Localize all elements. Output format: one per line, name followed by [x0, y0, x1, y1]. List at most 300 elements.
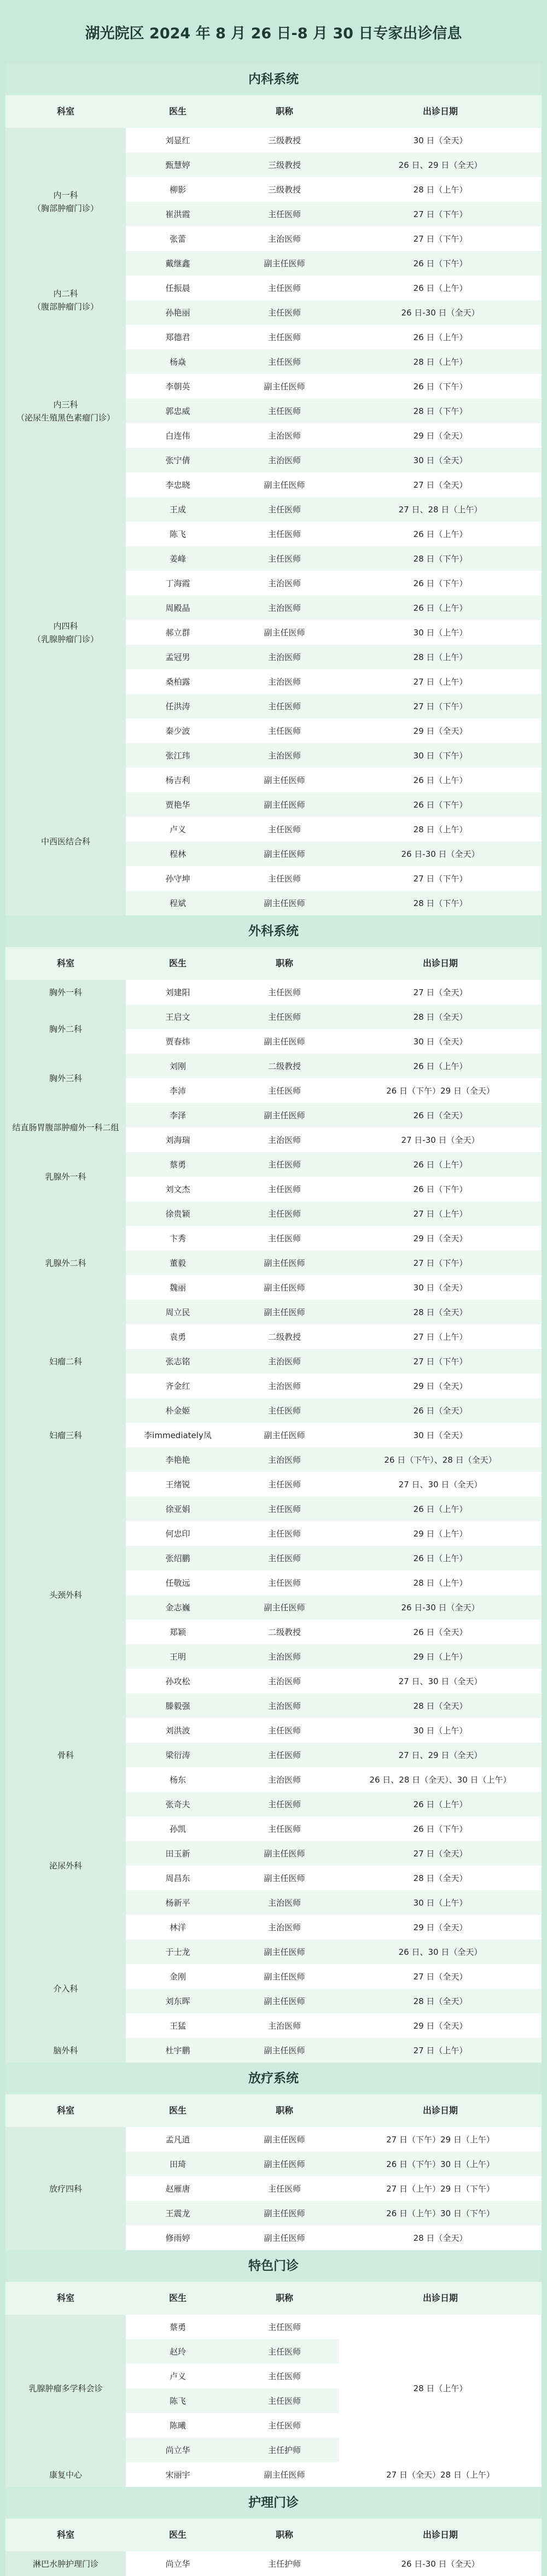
- table-row: [5, 2038, 542, 2063]
- clinic-date: 27 日（下午）: [339, 866, 542, 891]
- clinic-date: 26 日（下午）、28 日（全天）: [339, 1447, 542, 1472]
- doctor-name: 任振晨: [126, 276, 230, 300]
- doctor-title: 主治医师: [230, 2013, 339, 2038]
- doctor-name: 杜宇鹏: [126, 2038, 230, 2063]
- doctor-title: 主任医师: [230, 300, 339, 325]
- doctor-title: 副主任医师: [230, 1841, 339, 1866]
- doctor-name: 袁勇: [126, 1324, 230, 1349]
- doctor-title: 副主任医师: [230, 1251, 339, 1275]
- doctor-title: 主治医师: [230, 1644, 339, 1669]
- doctor-title: 主任医师: [230, 1078, 339, 1103]
- doctor-title: 副主任医师: [230, 842, 339, 866]
- doctor-name: 王绪锐: [126, 1472, 230, 1497]
- column-header: 科室: [5, 2282, 126, 2315]
- schedule-table: [5, 947, 542, 2063]
- doctor-name: 周殿晶: [126, 595, 230, 620]
- table-row: [5, 497, 542, 522]
- page-title: 湖光院区 2024 年 8 月 26 日-8 月 30 日专家出诊信息: [85, 25, 462, 42]
- doctor-name: 齐金红: [126, 1374, 230, 1398]
- table-row: [5, 1152, 542, 1177]
- section-title: 外科系统: [5, 915, 542, 947]
- doctor-name: 朴金姬: [126, 1398, 230, 1423]
- doctor-title: 副主任医师: [230, 2462, 339, 2487]
- doctor-title: 主治医师: [230, 423, 339, 448]
- doctor-name: 卢义: [126, 2364, 230, 2388]
- doctor-title: 主治医师: [230, 1669, 339, 1693]
- clinic-date: 26 日（上午）: [339, 1152, 542, 1177]
- doctor-name: 崔洪霞: [126, 202, 230, 226]
- doctor-title: 主任医师: [230, 325, 339, 349]
- doctor-name: 任敬远: [126, 1570, 230, 1595]
- doctor-name: 张奇夫: [126, 1792, 230, 1816]
- doctor-name: 金志巍: [126, 1595, 230, 1620]
- doctor-title: 主任医师: [230, 1816, 339, 1841]
- clinic-date: 26 日、28 日（全天）、30 日（上午）: [339, 1767, 542, 1792]
- clinic-date: 26 日（上午）: [339, 1546, 542, 1570]
- doctor-name: 张宁倩: [126, 448, 230, 472]
- clinic-date: 27 日（上午）: [339, 1201, 542, 1226]
- clinic-date: 28 日（全天）: [339, 1300, 542, 1324]
- clinic-date: 27 日（下午）: [339, 226, 542, 251]
- column-header: 医生: [126, 2094, 230, 2127]
- table-row: [5, 1792, 542, 1816]
- doctor-name: 张蕾: [126, 226, 230, 251]
- column-header: 职称: [230, 947, 339, 980]
- column-header: 出诊日期: [339, 95, 542, 128]
- table-row: [5, 1054, 542, 1078]
- doctor-name: 李朝英: [126, 374, 230, 399]
- clinic-date: 30 日（上午）: [339, 620, 542, 645]
- department-cell: 康复中心: [5, 2462, 126, 2487]
- doctor-title: 主任医师: [230, 349, 339, 374]
- clinic-date: 26 日（全天）: [339, 1398, 542, 1423]
- section-title: 放疗系统: [5, 2063, 542, 2094]
- clinic-date: 26 日（上午）: [339, 325, 542, 349]
- doctor-title: 主任医师: [230, 817, 339, 842]
- department-cell: 结直肠胃腹部肿瘤外一科二组: [5, 1103, 126, 1152]
- clinic-date: 28 日（全天）: [339, 1989, 542, 2013]
- clinic-date: 28 日（上午）: [339, 645, 542, 669]
- header-row: [5, 947, 542, 980]
- department-cell: 内三科 （泌尿生殖黑色素瘤门诊）: [5, 325, 126, 497]
- schedule-table: [5, 2094, 542, 2250]
- doctor-name: 任洪涛: [126, 694, 230, 719]
- header-row: [5, 95, 542, 128]
- doctor-title: 主任医师: [230, 2413, 339, 2438]
- doctor-name: 魏丽: [126, 1275, 230, 1300]
- doctor-name: 王明: [126, 1644, 230, 1669]
- doctor-title: 主任医师: [230, 1226, 339, 1251]
- column-header: 医生: [126, 2519, 230, 2551]
- doctor-name: 李沛: [126, 1078, 230, 1103]
- doctor-name: 张绍鹏: [126, 1546, 230, 1570]
- column-header: 科室: [5, 2519, 126, 2551]
- clinic-date: 26 日（上午）: [339, 1497, 542, 1521]
- doctor-title: 副主任医师: [230, 1964, 339, 1989]
- doctor-title: 副主任医师: [230, 1029, 339, 1054]
- clinic-date: 26 日（下午）30 日（上午）: [339, 2152, 542, 2176]
- column-header: 出诊日期: [339, 947, 542, 980]
- clinic-date: 30 日（上午）: [339, 1718, 542, 1743]
- department-cell: 妇瘤二科: [5, 1324, 126, 1398]
- clinic-date: 28 日（下午）: [339, 891, 542, 915]
- doctor-title: 主治医师: [230, 571, 339, 595]
- doctor-title: 主治医师: [230, 645, 339, 669]
- doctor-title: 主任医师: [230, 719, 339, 743]
- doctor-name: 贾春炜: [126, 1029, 230, 1054]
- doctor-name: 蔡勇: [126, 1152, 230, 1177]
- doctor-name: 柳影: [126, 177, 230, 202]
- clinic-date: 26 日（下午）: [339, 792, 542, 817]
- clinic-date: 28 日（上午）: [339, 817, 542, 842]
- doctor-title: 主任医师: [230, 2176, 339, 2201]
- doctor-title: 副主任医师: [230, 2127, 339, 2152]
- doctor-name: 郑德君: [126, 325, 230, 349]
- department-cell: 乳腺外二科: [5, 1201, 126, 1324]
- table-row: [5, 2462, 542, 2487]
- doctor-name: 杨新平: [126, 1890, 230, 1915]
- department-cell: 内二科 （腹部肿瘤门诊）: [5, 276, 126, 325]
- table-row: [5, 128, 542, 153]
- doctor-title: 副主任医师: [230, 2201, 339, 2225]
- doctor-name: 赵雁唐: [126, 2176, 230, 2201]
- clinic-date: 27 日、30 日（全天）: [339, 1472, 542, 1497]
- clinic-date: 30 日（下午）: [339, 743, 542, 768]
- doctor-title: 主任医师: [230, 2339, 339, 2364]
- clinic-date: 30 日（全天）: [339, 1029, 542, 1054]
- doctor-name: 陈飞: [126, 2388, 230, 2413]
- doctor-title: 主任医师: [230, 399, 339, 423]
- department-cell: 胸外二科: [5, 1004, 126, 1054]
- doctor-name: 宋丽宇: [126, 2462, 230, 2487]
- clinic-date: 29 日（全天）: [339, 423, 542, 448]
- column-header: 出诊日期: [339, 2282, 542, 2315]
- doctor-title: 主治医师: [230, 1447, 339, 1472]
- doctor-name: 王猛: [126, 2013, 230, 2038]
- doctor-title: 主治医师: [230, 1128, 339, 1152]
- section-title: 护理门诊: [5, 2487, 542, 2519]
- clinic-date: 27 日-30 日（全天）: [339, 1128, 542, 1152]
- doctor-name: 丁海霞: [126, 571, 230, 595]
- table-row: [5, 980, 542, 1004]
- doctor-name: 郝立群: [126, 620, 230, 645]
- table-row: [5, 1718, 542, 1743]
- clinic-date: 26 日-30 日（全天）: [339, 842, 542, 866]
- doctor-name: 张志铭: [126, 1349, 230, 1374]
- column-header: 出诊日期: [339, 2094, 542, 2127]
- doctor-name: 董毅: [126, 1251, 230, 1275]
- doctor-name: 孙守坤: [126, 866, 230, 891]
- doctor-name: 孟凡逍: [126, 2127, 230, 2152]
- section-title: 特色门诊: [5, 2250, 542, 2282]
- doctor-title: 主任医师: [230, 1398, 339, 1423]
- clinic-date: 26 日（全天）: [339, 1103, 542, 1128]
- doctor-title: 主治医师: [230, 743, 339, 768]
- doctor-title: 三级教授: [230, 128, 339, 153]
- clinic-date: 26 日-30 日（全天）: [339, 300, 542, 325]
- clinic-date: 26 日（上午）: [339, 768, 542, 792]
- schedule-card: [5, 63, 542, 2576]
- clinic-date: 27 日（下午）: [339, 1349, 542, 1374]
- column-header: 职称: [230, 2519, 339, 2551]
- clinic-date: 27 日、28 日（上午）: [339, 497, 542, 522]
- doctor-name: 田玉新: [126, 1841, 230, 1866]
- doctor-title: 主任医师: [230, 1201, 339, 1226]
- doctor-name: 李immediately凤: [126, 1423, 230, 1447]
- doctor-name: 王震龙: [126, 2201, 230, 2225]
- column-header: 科室: [5, 95, 126, 128]
- doctor-name: 杨焱: [126, 349, 230, 374]
- table-row: [5, 1472, 542, 1497]
- doctor-title: 副主任医师: [230, 891, 339, 915]
- doctor-name: 刘东晖: [126, 1989, 230, 2013]
- clinic-date: 29 日（全天）: [339, 2013, 542, 2038]
- column-header: 医生: [126, 2282, 230, 2315]
- clinic-date: 27 日（全天）: [339, 1964, 542, 1989]
- clinic-date: 28 日（全天）: [339, 2225, 542, 2250]
- clinic-date: 28 日（全天）: [339, 1693, 542, 1718]
- clinic-date: 27 日（上午）: [339, 2038, 542, 2063]
- table-row: [5, 2551, 542, 2576]
- header-row: [5, 2094, 542, 2127]
- doctor-name: 秦少波: [126, 719, 230, 743]
- doctor-title: 主治医师: [230, 1890, 339, 1915]
- clinic-date: 30 日（全天）: [339, 128, 542, 153]
- clinic-date: 26 日（下午）: [339, 1177, 542, 1201]
- clinic-date: 29 日（上午）: [339, 1644, 542, 1669]
- department-cell: 乳腺肿瘤多学科会诊: [5, 2315, 126, 2462]
- department-cell: 乳腺外一科: [5, 1152, 126, 1201]
- doctor-name: 金刚: [126, 1964, 230, 1989]
- schedule-table: [5, 2282, 542, 2487]
- doctor-title: 主任医师: [230, 522, 339, 546]
- clinic-date: 28 日（上午）: [339, 177, 542, 202]
- doctor-title: 主治医师: [230, 1693, 339, 1718]
- clinic-date: 26 日（上午）: [339, 1054, 542, 1078]
- doctor-name: 孟冠男: [126, 645, 230, 669]
- doctor-title: 主治医师: [230, 448, 339, 472]
- clinic-date: 28 日（上午）: [339, 1570, 542, 1595]
- doctor-name: 刘建阳: [126, 980, 230, 1004]
- doctor-name: 刘刚: [126, 1054, 230, 1078]
- doctor-name: 桑柏露: [126, 669, 230, 694]
- doctor-name: 白连伟: [126, 423, 230, 448]
- clinic-date: 27 日、29 日（全天）: [339, 1743, 542, 1767]
- doctor-name: 郑颖: [126, 1620, 230, 1644]
- clinic-date: 26 日（下午）: [339, 251, 542, 276]
- header-row: [5, 2519, 542, 2551]
- doctor-title: 主任医师: [230, 2364, 339, 2388]
- doctor-name: 何忠印: [126, 1521, 230, 1546]
- doctor-title: 主任医师: [230, 866, 339, 891]
- clinic-date: 30 日（全天）: [339, 448, 542, 472]
- doctor-name: 刘洪波: [126, 1718, 230, 1743]
- doctor-title: 副主任医师: [230, 1940, 339, 1964]
- doctor-title: 主治医师: [230, 1915, 339, 1940]
- clinic-date: 27 日（全天）: [339, 472, 542, 497]
- table-row: [5, 276, 542, 300]
- doctor-name: 杨吉利: [126, 768, 230, 792]
- table-row: [5, 1201, 542, 1226]
- doctor-title: 主任医师: [230, 1521, 339, 1546]
- doctor-title: 副主任医师: [230, 2038, 339, 2063]
- doctor-title: 主治医师: [230, 1349, 339, 1374]
- clinic-date: 28 日（上午）: [339, 349, 542, 374]
- doctor-title: 三级教授: [230, 177, 339, 202]
- doctor-name: 杨东: [126, 1767, 230, 1792]
- clinic-date: 30 日（全天）: [339, 1423, 542, 1447]
- schedule-table: [5, 2519, 542, 2576]
- doctor-title: 主任医师: [230, 1472, 339, 1497]
- doctor-name: 李艳艳: [126, 1447, 230, 1472]
- doctor-name: 尚立华: [126, 2551, 230, 2576]
- clinic-date: 26 日、30 日（全天）: [339, 1940, 542, 1964]
- department-cell: 淋巴水肿护理门诊: [5, 2551, 126, 2576]
- doctor-title: 副主任医师: [230, 1423, 339, 1447]
- doctor-title: 副主任医师: [230, 792, 339, 817]
- department-cell: 内一科 （胸部肿瘤门诊）: [5, 128, 126, 276]
- doctor-title: 主任医师: [230, 2315, 339, 2339]
- doctor-title: 主任医师: [230, 546, 339, 571]
- doctor-title: 三级教授: [230, 153, 339, 177]
- doctor-name: 王启文: [126, 1004, 230, 1029]
- doctor-title: 主治医师: [230, 1374, 339, 1398]
- column-header: 医生: [126, 95, 230, 128]
- doctor-title: 副主任医师: [230, 374, 339, 399]
- clinic-date: 27 日（全天）: [339, 1841, 542, 1866]
- clinic-date: 26 日（上午）30 日（下午）: [339, 2201, 542, 2225]
- clinic-date: 26 日-30 日（全天）: [339, 1595, 542, 1620]
- doctor-title: 主治医师: [230, 595, 339, 620]
- doctor-name: 张江玮: [126, 743, 230, 768]
- doctor-name: 程斌: [126, 891, 230, 915]
- doctor-name: 周昌东: [126, 1866, 230, 1890]
- doctor-name: 王成: [126, 497, 230, 522]
- table-row: [5, 1398, 542, 1423]
- doctor-title: 主任医师: [230, 202, 339, 226]
- doctor-name: 修雨婷: [126, 2225, 230, 2250]
- doctor-name: 刘显红: [126, 128, 230, 153]
- doctor-name: 陈飞: [126, 522, 230, 546]
- clinic-date: 28 日（下午）: [339, 546, 542, 571]
- clinic-date: 28 日（全天）: [339, 1004, 542, 1029]
- doctor-title: 主任护师: [230, 2438, 339, 2462]
- doctor-name: 刘文杰: [126, 1177, 230, 1201]
- clinic-date: 27 日（上午）: [339, 1324, 542, 1349]
- doctor-name: 梁衍涛: [126, 1743, 230, 1767]
- doctor-title: 主任医师: [230, 980, 339, 1004]
- column-header: 出诊日期: [339, 2519, 542, 2551]
- doctor-name: 蔡勇: [126, 2315, 230, 2339]
- department-cell: 介入科: [5, 1940, 126, 2038]
- department-cell: 胸外一科: [5, 980, 126, 1004]
- doctor-name: 姜峰: [126, 546, 230, 571]
- doctor-title: 主任医师: [230, 497, 339, 522]
- department-cell: 放疗四科: [5, 2127, 126, 2250]
- clinic-date: 29 日（全天）: [339, 1226, 542, 1251]
- doctor-name: 甄慧婷: [126, 153, 230, 177]
- table-row: [5, 768, 542, 792]
- department-cell: 骨科: [5, 1718, 126, 1792]
- doctor-title: 主治医师: [230, 226, 339, 251]
- department-cell: 泌尿外科: [5, 1792, 126, 1940]
- doctor-title: 副主任医师: [230, 1103, 339, 1128]
- doctor-title: 主任医师: [230, 1743, 339, 1767]
- table-row: [5, 325, 542, 349]
- clinic-date: 28 日（全天）: [339, 1866, 542, 1890]
- doctor-title: 副主任医师: [230, 251, 339, 276]
- clinic-date: 30 日（全天）: [339, 1275, 542, 1300]
- doctor-name: 卞秀: [126, 1226, 230, 1251]
- clinic-date: 27 日（全天）28 日（上午）: [339, 2462, 542, 2487]
- doctor-name: 郭忠威: [126, 399, 230, 423]
- department-cell: 脑外科: [5, 2038, 126, 2063]
- table-row: [5, 1103, 542, 1128]
- doctor-name: 田琦: [126, 2152, 230, 2176]
- doctor-title: 副主任医师: [230, 620, 339, 645]
- clinic-date: 26 日（上午）: [339, 1792, 542, 1816]
- column-header: 科室: [5, 2094, 126, 2127]
- doctor-title: 主任医师: [230, 1152, 339, 1177]
- doctor-title: 主任医师: [230, 1792, 339, 1816]
- doctor-name: 戴继鑫: [126, 251, 230, 276]
- department-cell: 胸外三科: [5, 1054, 126, 1103]
- doctor-title: 二级教授: [230, 1054, 339, 1078]
- doctor-title: 主任医师: [230, 1177, 339, 1201]
- table-row: [5, 1324, 542, 1349]
- clinic-date: 26 日（下午）: [339, 374, 542, 399]
- doctor-title: 主任医师: [230, 1718, 339, 1743]
- doctor-title: 副主任医师: [230, 1989, 339, 2013]
- column-header: 职称: [230, 95, 339, 128]
- doctor-name: 孙艳丽: [126, 300, 230, 325]
- doctor-name: 陈曦: [126, 2413, 230, 2438]
- doctor-title: 主任护师: [230, 2551, 339, 2576]
- doctor-name: 滕毅强: [126, 1693, 230, 1718]
- clinic-date: 27 日（下午）: [339, 1251, 542, 1275]
- column-header: 医生: [126, 947, 230, 980]
- doctor-title: 副主任医师: [230, 1595, 339, 1620]
- doctor-title: 主任医师: [230, 1546, 339, 1570]
- clinic-date: 28 日（上午）: [339, 2315, 542, 2462]
- doctor-title: 主任医师: [230, 1570, 339, 1595]
- clinic-date: 26 日（下午）29 日（全天）: [339, 1078, 542, 1103]
- doctor-name: 徐贵颖: [126, 1201, 230, 1226]
- clinic-date: 28 日（下午）: [339, 399, 542, 423]
- doctor-title: 副主任医师: [230, 768, 339, 792]
- clinic-date: 27 日（全天）: [339, 980, 542, 1004]
- doctor-title: 主治医师: [230, 1767, 339, 1792]
- department-cell: 妇瘤三科: [5, 1398, 126, 1472]
- column-header: 科室: [5, 947, 126, 980]
- doctor-name: 周立民: [126, 1300, 230, 1324]
- clinic-date: 26 日（全天）: [339, 1620, 542, 1644]
- table-row: [5, 1940, 542, 1964]
- doctor-name: 贾艳华: [126, 792, 230, 817]
- doctor-title: 主任医师: [230, 694, 339, 719]
- doctor-title: 副主任医师: [230, 2152, 339, 2176]
- doctor-name: 孙凯: [126, 1816, 230, 1841]
- department-cell: 头颈外科: [5, 1472, 126, 1718]
- doctor-name: 尚立华: [126, 2438, 230, 2462]
- clinic-date: 29 日（上午）: [339, 1521, 542, 1546]
- doctor-title: 主任医师: [230, 276, 339, 300]
- clinic-date: 26 日-30 日（全天）: [339, 2551, 542, 2576]
- clinic-date: 27 日（下午）: [339, 202, 542, 226]
- schedule-table: [5, 95, 542, 915]
- doctor-name: 刘海瑞: [126, 1128, 230, 1152]
- doctor-name: 徐亚娟: [126, 1497, 230, 1521]
